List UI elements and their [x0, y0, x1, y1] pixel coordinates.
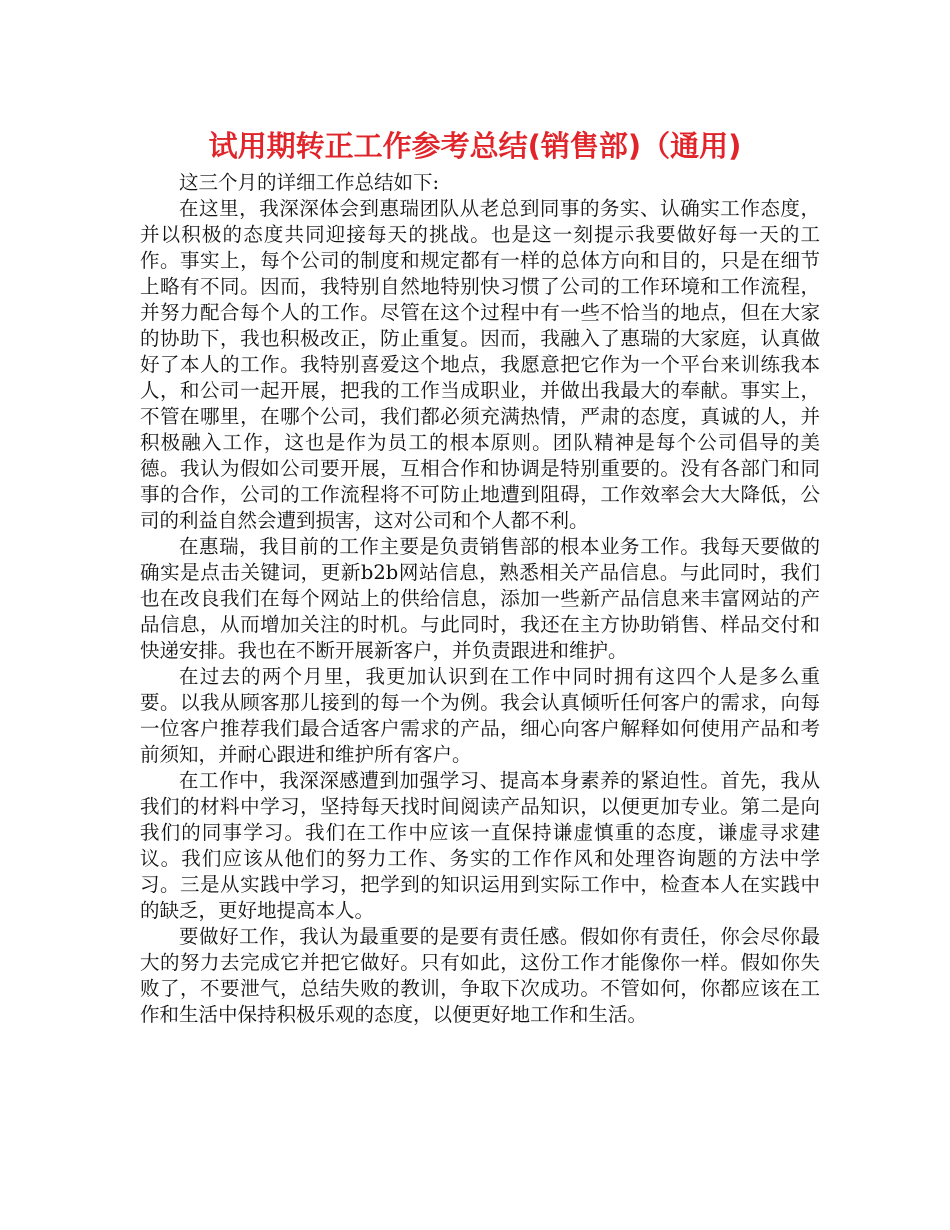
paragraph: 在这里，我深深体会到惠瑞团队从老总到同事的务实、认确实工作态度，并以积极的态度共同迎接每天的挑战。也是这一刻提示我要做好每一天的工作。事实上，每个公司的制度和规定都有一样的总体方向和目的，只是在细节上略有不同。因而，我特别自然地特别快习惯了公司的工作环境和工作流程，并努力配合每个人的工作。尽管在这个过程中有一些不恰当的地点，但在大家的协助下，我也积极改正，防止重复。因而，我融入了惠瑞的大家庭，认真做好了本人的工作。我特别喜爱这个地点，我愿意把它作为一个平台来训练我本人，和公司一起开展，把我的工作当成职业，并做出我最大的奉献。事实上，不管在哪里，在哪个公司，我们都必须充满热情，严肃的态度，真诚的人，并积极融入工作，这也是作为员工的根本原则。团队精神是每个公司倡导的美德。我认为假如公司要开展，互相合作和协调是特别重要的。没有各部门和同事的合作，公司的工作流程将不可防止地遭到阻碍，工作效率会大大降低，公司的利益自然会遭到损害，这对公司和个人都不利。: [140, 197, 820, 532]
document-title: 试用期转正工作参考总结(销售部)（通用): [208, 129, 742, 163]
paragraph-intro: 这三个月的详细工作总结如下:: [179, 171, 440, 194]
paragraph: 要做好工作，我认为最重要的是要有责任感。假如你有责任，你会尽你最大的努力去完成它并把它做好。只有如此，这份工作才能像你一样。假如你失败了，不要泄气，总结失败的教训，争取下次成功。不管如何，你都应该在工作和生活中保持积极乐观的态度，以便更好地工作和生活。: [140, 925, 820, 1026]
paragraph: 在过去的两个月里，我更加认识到在工作中同时拥有这四个人是多么重要。以我从顾客那儿接到的每一个为例。我会认真倾听任何客户的需求，向每一位客户推荐我们最合适客户需求的产品，细心向客户解释如何使用产品和考前须知，并耐心跟进和维护所有客户。: [140, 665, 820, 766]
paragraph: 在工作中，我深深感遭到加强学习、提高本身素养的紧迫性。首先，我从我们的材料中学习，坚持每天找时间阅读产品知识，以便更加专业。第二是向我们的同事学习。我们在工作中应该一直保持谦虚慎重的态度，谦虚寻求建议。我们应该从他们的努力工作、务实的工作作风和处理咨询题的方法中学习。三是从实践中学习，把学到的知识运用到实际工作中，检查本人在实践中的缺乏，更好地提高本人。: [140, 769, 820, 922]
paragraph: 在惠瑞，我目前的工作主要是负责销售部的根本业务工作。我每天要做的确实是点击关键词，更新b2b网站信息，熟悉相关产品信息。与此同时，我们也在改良我们在每个网站上的供给信息，添加一些新产品信息来丰富网站的产品信息，从而增加关注的时机。与此同时，我还在主方协助销售、样品交付和快递安排。我也在不断开展新客户，并负责跟进和维护。: [140, 535, 820, 662]
document-body: [140, 170, 820, 1028]
